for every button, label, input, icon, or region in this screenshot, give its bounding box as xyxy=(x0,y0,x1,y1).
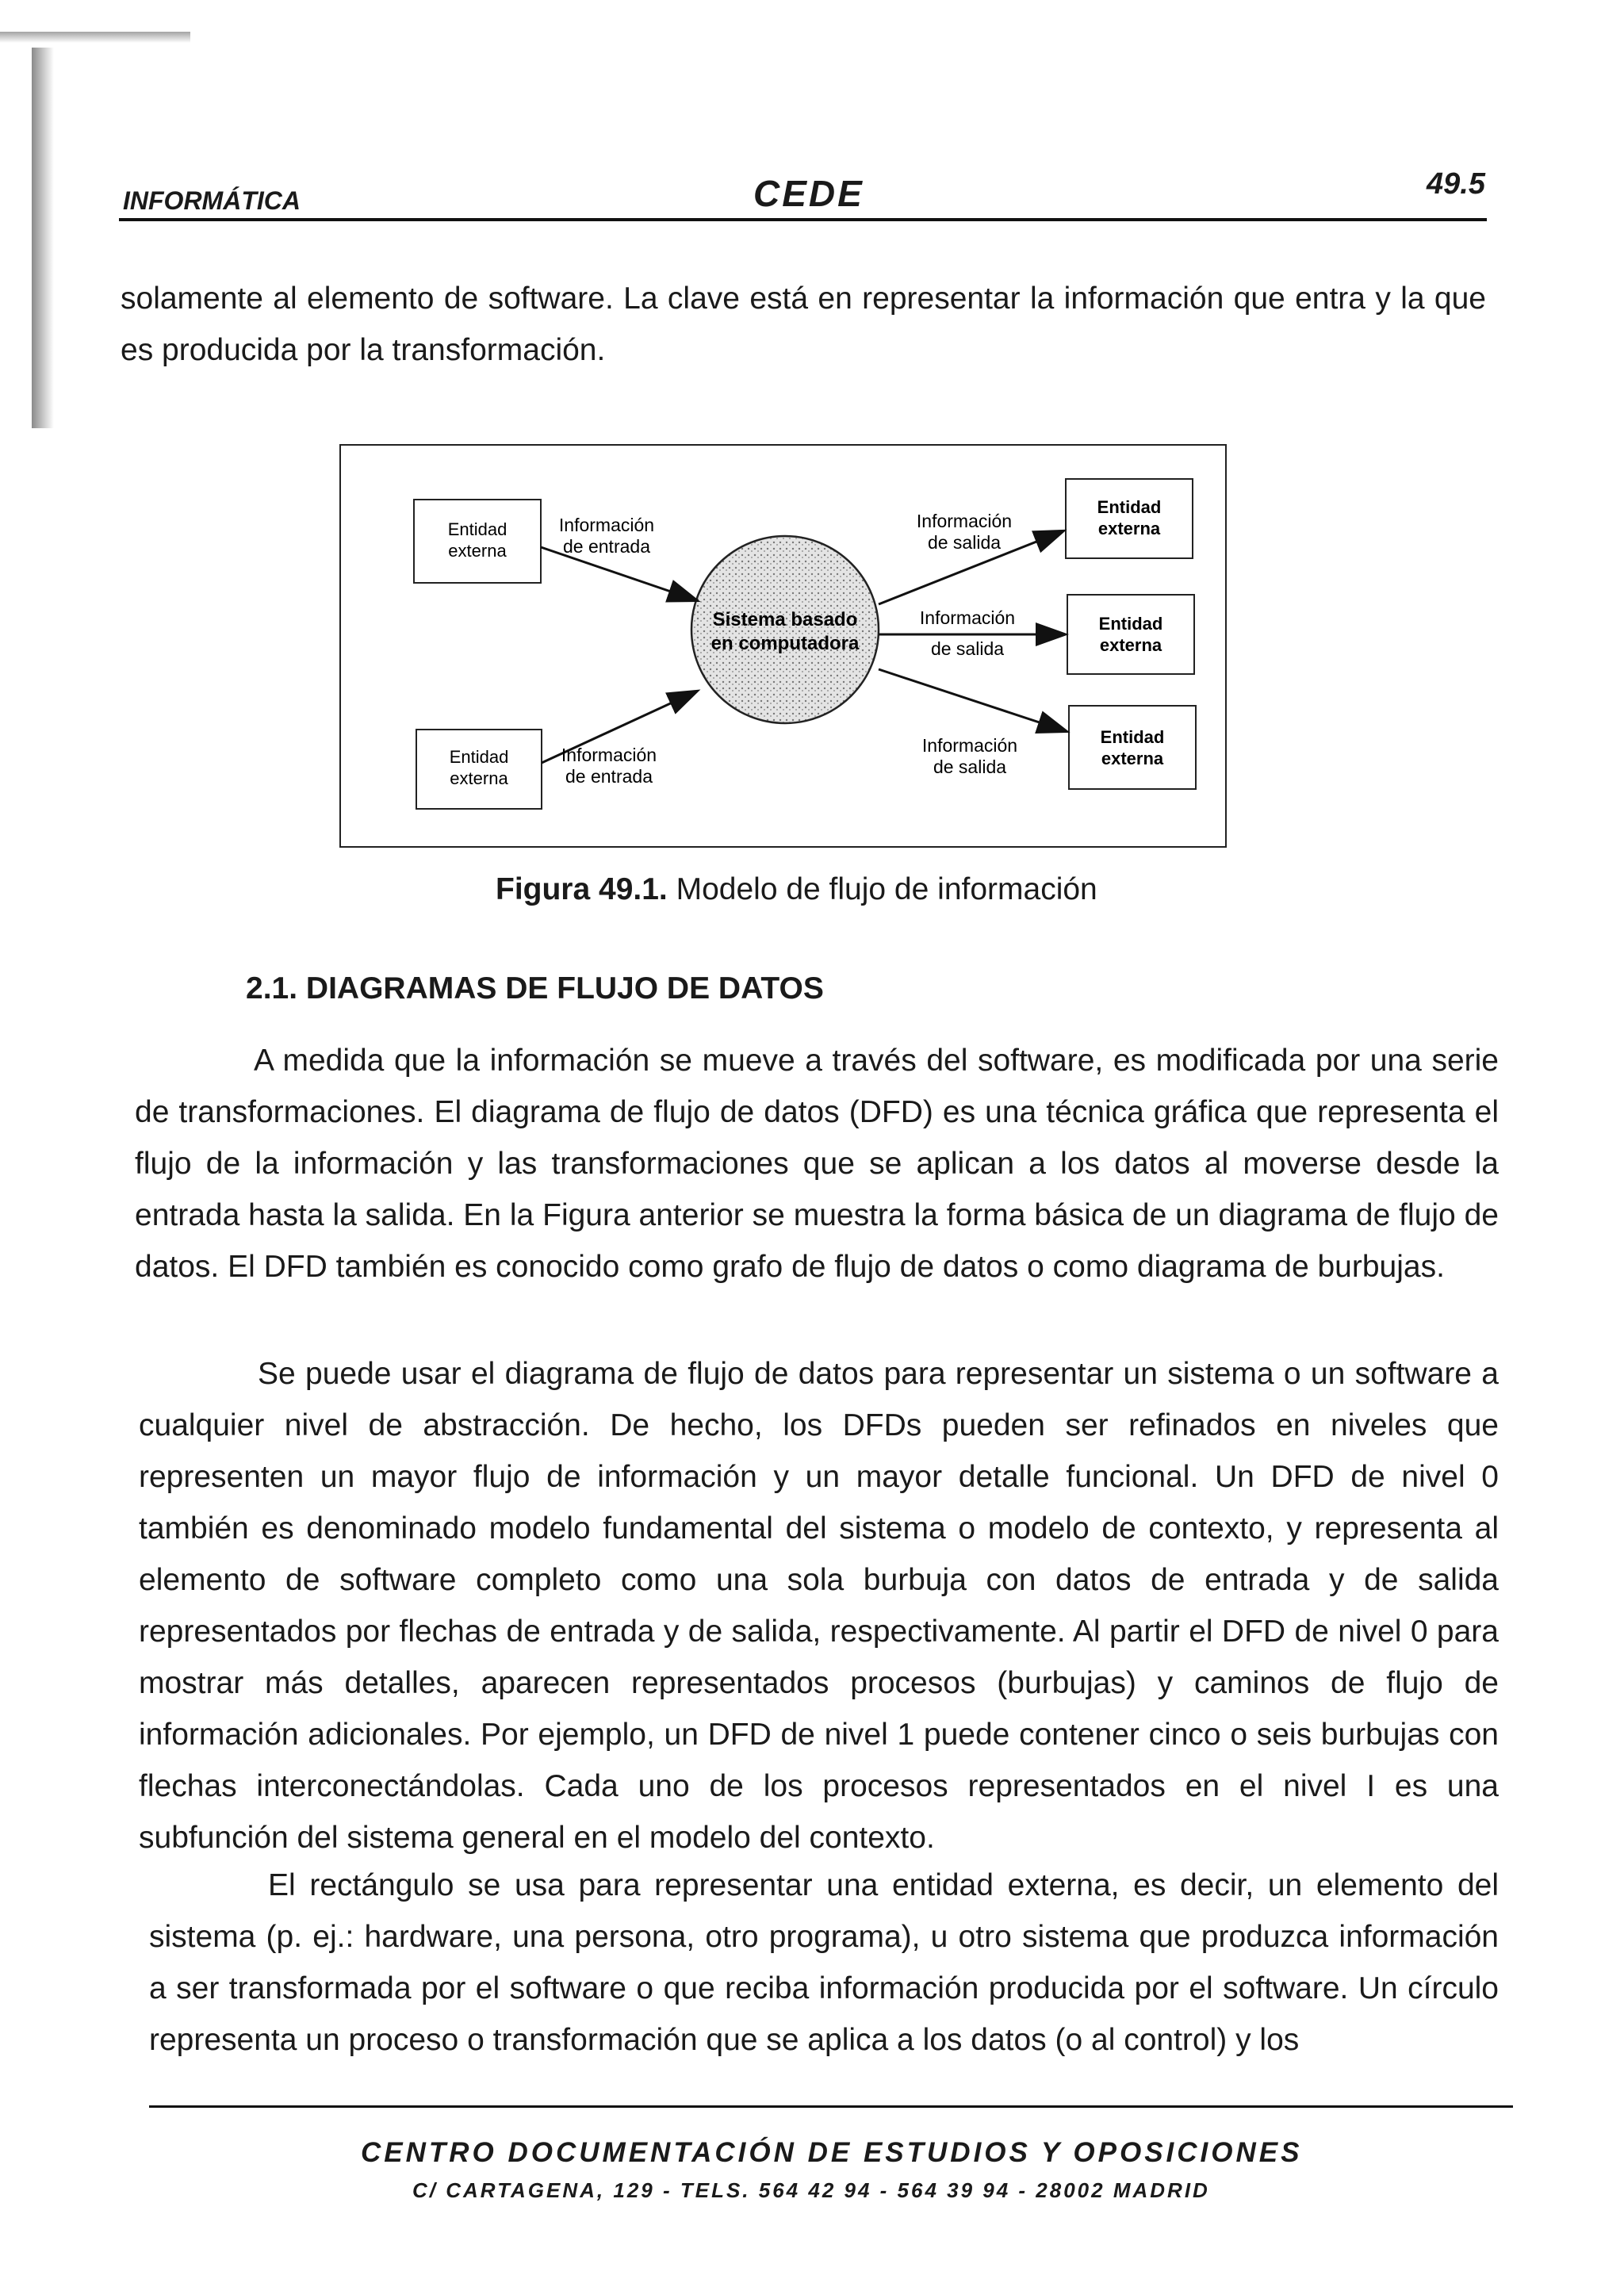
entity-label-line1: Entidad xyxy=(447,519,508,539)
entity-input-top xyxy=(414,500,541,583)
process-bubble xyxy=(691,536,879,723)
flow-label-line1: Información xyxy=(561,745,657,765)
entity-label-line2: externa xyxy=(448,541,507,561)
flow-label-line2: de salida xyxy=(933,757,1007,777)
header-subject: INFORMÁTICA xyxy=(123,186,301,215)
flow-arrow-output-bottom xyxy=(879,669,1066,731)
entity-output-bottom xyxy=(1069,706,1196,789)
scan-shadow xyxy=(32,48,54,428)
entity-label-line2: externa xyxy=(450,768,508,788)
entity-label-line2: externa xyxy=(1101,749,1164,768)
entity-label-line1: Entidad xyxy=(1100,727,1165,747)
dfd-diagram xyxy=(341,446,1225,846)
entity-output-middle xyxy=(1067,595,1194,674)
entity-output-top xyxy=(1066,479,1193,558)
entity-input-bottom xyxy=(416,730,542,809)
scan-shadow-top xyxy=(0,32,190,43)
flow-label-line1: Información xyxy=(558,515,655,535)
flow-label-line1: Información xyxy=(919,607,1016,628)
section-title-text: DIAGRAMAS DE FLUJO DE DATOS xyxy=(305,971,824,1006)
flow-label-line1: Información xyxy=(921,735,1018,756)
body-paragraph-1: A medida que la información se mueve a través del software, es modificada por una serie de transformaciones. El diagrama de flujo de datos (DFD) es una técnica gráfica que representa el flujo de la información y las transformaciones que se aplican a los datos al moverse desde la entrada hasta la salida. En la Figura anterior se muestra la forma básica de un diagrama de flujo de datos. El DFD también es conocido como grafo de flujo de datos o como diagrama de burbujas. xyxy=(135,1044,1499,1284)
section-number: 2.1. xyxy=(246,971,298,1006)
entity-label-line2: externa xyxy=(1097,519,1161,538)
figure-caption-text: Modelo de flujo de información xyxy=(676,872,1097,906)
flow-label-line1: Información xyxy=(916,511,1013,531)
entity-label-line1: Entidad xyxy=(1098,614,1163,634)
body-paragraph-3: El rectángulo se usa para representar una entidad externa, es decir, un elemento del sistema (p. ej.: hardware, una persona, otro programa), u otro sistema que produzca información a ser transformada por el software o que reciba información producida por el software. Un círculo representa un proceso o transformación que se aplica a los datos (o al control) y los xyxy=(149,1868,1499,2057)
section-heading xyxy=(246,971,824,1006)
body-paragraph-2: Se puede usar el diagrama de flujo de datos para representar un sistema o un software a cualquier nivel de abstracción. De hecho, los DFDs pueden ser refinados en niveles que representen un mayor flujo de información y un mayor detalle funcional. Un DFD de nivel 0 también es denominado modelo fundamental del sistema o modelo de contexto, y representa al elemento de software completo como una sola burbuja con datos de entrada y de salida representados por flechas de entrada y de salida, respectivamente. Al partir el DFD de nivel 0 para mostrar más detalles, aparecen representados procesos (burbujas) y caminos de flujo de información adicionales. Por ejemplo, un DFD de nivel 1 puede contener cinco o seis burbujas con flechas interconectándolas. Cada uno de los procesos representados en el nivel I es una subfunción del sistema general en el modelo del contexto. xyxy=(139,1357,1499,1855)
footer-address: C/ CARTAGENA, 129 - TELS. 564 42 94 - 564 39 94 - 28002 MADRID xyxy=(412,2178,1210,2202)
entity-label-line1: Entidad xyxy=(1097,497,1162,517)
figure-number: Figura 49.1. xyxy=(496,872,668,906)
figure-dfd xyxy=(339,444,1227,848)
process-label-line2: en computadora xyxy=(710,633,860,654)
footer-organization: CENTRO DOCUMENTACIÓN DE ESTUDIOS Y OPOSICIONES xyxy=(361,2137,1303,2168)
process-label-line1: Sistema basado xyxy=(712,609,858,630)
flow-label-line2: de entrada xyxy=(563,536,650,557)
page-number: 49.5 xyxy=(1427,167,1485,201)
flow-label-line2: de entrada xyxy=(565,766,653,787)
intro-paragraph: solamente al elemento de software. La clave está en representar la información que entra y la que es producida por la transformación. xyxy=(121,282,1486,367)
header-publisher: CEDE xyxy=(753,173,864,214)
flow-label-line2: de salida xyxy=(930,638,1005,659)
page-header xyxy=(119,163,1487,221)
flow-label-line2: de salida xyxy=(927,532,1002,553)
entity-label-line2: externa xyxy=(1099,635,1162,655)
figure-caption xyxy=(496,872,1097,907)
entity-label-line1: Entidad xyxy=(449,747,509,767)
footer-divider xyxy=(149,2105,1513,2108)
